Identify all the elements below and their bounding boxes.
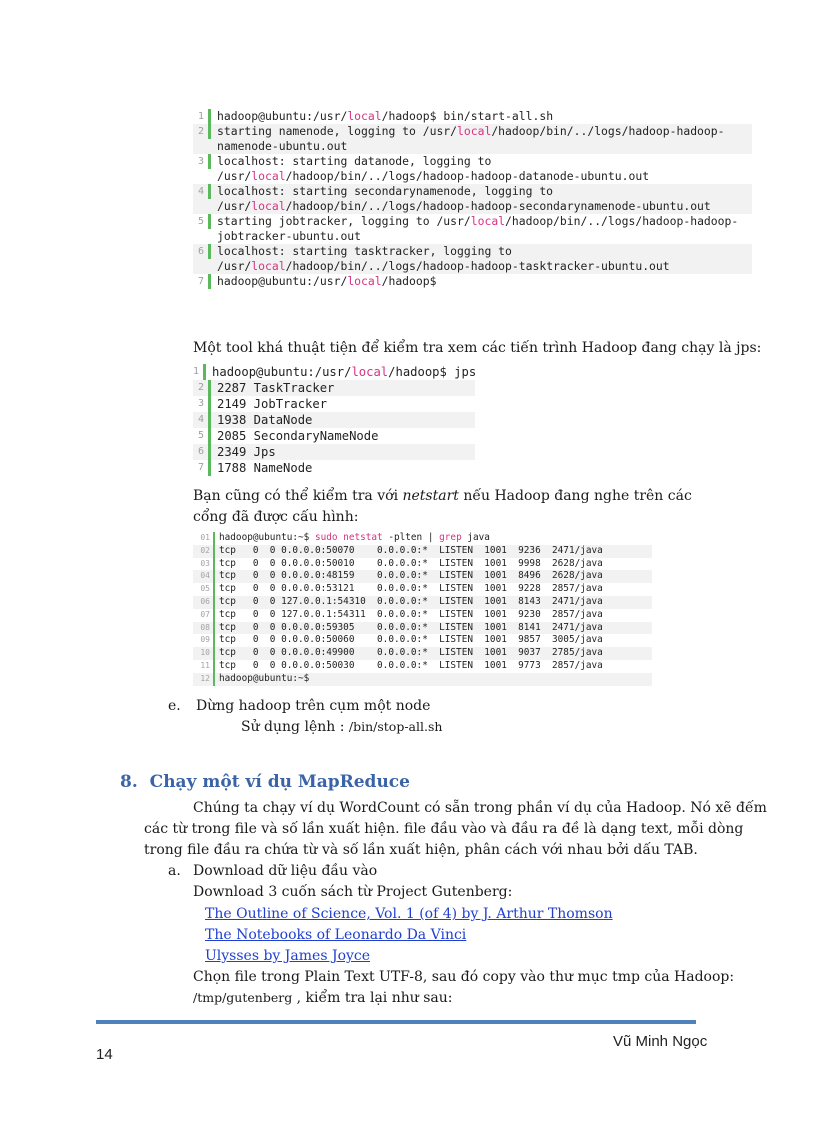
section-8-para-line3: trong file đầu ra chứa từ và số lần xuất hiện, phân cách với nhau bởi dấu TAB. xyxy=(144,842,698,858)
line-number: 3 xyxy=(193,154,211,169)
code-text xyxy=(217,444,475,460)
download-text: Download 3 cuốn sách từ Project Gutenberg: xyxy=(193,884,513,900)
code-text xyxy=(217,274,752,289)
code-segment: 2085 SecondaryNameNode xyxy=(217,429,379,443)
code-text xyxy=(212,364,476,380)
code-segment: tcp 0 0 0.0.0.0:49900 0.0.0.0:* LISTEN 1001 9037 2785/java xyxy=(219,647,603,659)
code-line xyxy=(193,214,752,244)
code-text xyxy=(219,609,652,622)
code-segment: /hadoop$ xyxy=(381,274,437,288)
line-number: 11 xyxy=(193,660,215,673)
line-number: 5 xyxy=(193,428,211,444)
section-8-para-line1: Chúng ta chạy ví dụ WordCount có sẵn trong phần ví dụ của Hadoop. Nó xẽ đếm xyxy=(193,800,767,816)
line-number: 6 xyxy=(193,244,211,259)
line-number: 6 xyxy=(193,444,211,460)
code-segment: tcp 0 0 0.0.0.0:48159 0.0.0.0:* LISTEN 1001 8496 2628/java xyxy=(219,570,603,582)
section-8-heading xyxy=(120,772,410,792)
line-number: 12 xyxy=(193,673,215,686)
line-number: 7 xyxy=(193,460,211,476)
code-segment: starting namenode, logging to /usr/ xyxy=(217,124,458,138)
code-text xyxy=(217,412,475,428)
code-line xyxy=(193,673,652,686)
netstat-intro-before: Bạn cũng có thể kiểm tra với xyxy=(193,488,403,504)
code-segment: tcp 0 0 127.0.0.1:54310 0.0.0.0:* LISTEN 1001 8143 2471/java xyxy=(219,595,603,607)
step-a-title: Download dữ liệu đầu vào xyxy=(193,863,378,879)
code-segment: tcp 0 0 0.0.0.0:50030 0.0.0.0:* LISTEN 1001 9773 2857/java xyxy=(219,659,603,671)
code-text xyxy=(217,124,752,154)
code-segment: /hadoop$ bin/start-all.sh xyxy=(381,109,554,123)
code-segment: /hadoop/bin/../logs/hadoop-hadoop-secondarynamenode-ubuntu.out xyxy=(285,199,711,213)
check-again-text: , kiểm tra lại như sau: xyxy=(292,990,453,1006)
code-line xyxy=(193,583,652,596)
footer-rule xyxy=(96,1020,696,1024)
netstat-intro-text xyxy=(193,486,713,528)
code-segment: hadoop@ubuntu:/usr/ xyxy=(217,274,348,288)
code-segment: hadoop@ubuntu:/usr/ xyxy=(212,365,352,379)
code-segment: tcp 0 0 0.0.0.0:59305 0.0.0.0:* LISTEN 1001 8141 2471/java xyxy=(219,621,603,633)
code-segment: localhost: starting secondarynamenode, logging to /usr/ xyxy=(217,184,560,213)
code-keyword: local xyxy=(251,199,286,213)
jps-intro-text: Một tool khá thuật tiện để kiểm tra xem các tiến trình Hadoop đang chạy là jps: xyxy=(193,340,762,356)
code-segment: /hadoop/bin/../logs/hadoop-hadoop-namenode-ubuntu.out xyxy=(217,124,725,153)
code-line xyxy=(193,444,475,460)
choose-file-line1: Chọn file trong Plain Text UTF-8, sau đó copy vào thư mục tmp của Hadoop: xyxy=(193,969,735,985)
code-segment: 1938 DataNode xyxy=(217,413,313,427)
code-line xyxy=(193,274,752,289)
code-text xyxy=(219,647,652,660)
code-keyword: local xyxy=(251,169,286,183)
section-8-title: Chạy một ví dụ MapReduce xyxy=(149,772,410,792)
code-keyword: local xyxy=(351,365,389,379)
code-segment: 2149 JobTracker xyxy=(217,397,328,411)
code-text xyxy=(219,570,652,583)
usage-label: Sử dụng lệnh : xyxy=(241,719,349,735)
code-segment: tcp 0 0 127.0.0.1:54311 0.0.0.0:* LISTEN 1001 9230 2857/java xyxy=(219,608,603,620)
netstat-intro-em: netstart xyxy=(402,488,459,504)
code-block-start-all xyxy=(193,109,752,289)
code-keyword: sudo netstat xyxy=(314,532,383,543)
code-segment: tcp 0 0 0.0.0.0:53121 0.0.0.0:* LISTEN 1001 9228 2857/java xyxy=(219,583,603,595)
code-text xyxy=(217,380,475,396)
code-line xyxy=(193,428,475,444)
code-text xyxy=(219,634,652,647)
code-text xyxy=(219,545,652,558)
line-number: 03 xyxy=(193,558,215,571)
line-number: 4 xyxy=(193,184,211,199)
code-text xyxy=(217,396,475,412)
code-segment: 1788 NameNode xyxy=(217,461,313,475)
code-line xyxy=(193,109,752,124)
line-number: 5 xyxy=(193,214,211,229)
code-line xyxy=(193,380,475,396)
code-segment: /hadoop/bin/../logs/hadoop-hadoop-tasktracker-ubuntu.out xyxy=(285,259,670,273)
code-text xyxy=(219,660,652,673)
code-segment: hadoop@ubuntu:/usr/ xyxy=(217,109,348,123)
code-text xyxy=(217,184,752,214)
step-e-marker: e. xyxy=(168,698,181,714)
section-8-number: 8. xyxy=(120,772,138,792)
code-text xyxy=(219,583,652,596)
code-segment: hadoop@ubuntu:~$ xyxy=(219,532,315,543)
step-e-usage xyxy=(241,717,442,737)
code-block-jps xyxy=(193,364,475,476)
code-keyword: local xyxy=(457,124,492,138)
code-text xyxy=(217,154,752,184)
code-keyword: local xyxy=(347,274,382,288)
code-segment: hadoop@ubuntu:~$ xyxy=(219,672,310,684)
code-line xyxy=(193,532,652,545)
code-line xyxy=(193,412,475,428)
code-segment: /hadoop/bin/../logs/hadoop-hadoop-jobtracker-ubuntu.out xyxy=(217,214,739,243)
code-text xyxy=(219,558,652,571)
footer-page-number: 14 xyxy=(96,1046,113,1063)
line-number: 1 xyxy=(193,364,206,380)
line-number: 2 xyxy=(193,380,211,396)
code-segment: /hadoop/bin/../logs/hadoop-hadoop-datanode-ubuntu.out xyxy=(285,169,650,183)
code-line xyxy=(193,622,652,635)
code-line xyxy=(193,609,652,622)
code-text xyxy=(219,673,652,686)
line-number: 02 xyxy=(193,545,215,558)
code-segment: /hadoop$ jps xyxy=(388,365,477,379)
code-text xyxy=(217,244,752,274)
code-text xyxy=(217,460,475,476)
code-text xyxy=(219,596,652,609)
code-segment: java xyxy=(461,532,490,543)
usage-command: /bin/stop-all.sh xyxy=(348,719,443,734)
line-number: 1 xyxy=(193,109,211,124)
gutenberg-path: /tmp/gutenberg xyxy=(193,990,293,1005)
code-block-netstat xyxy=(193,532,652,686)
line-number: 2 xyxy=(193,124,211,139)
section-8-para-line2: các từ trong file và số lần xuất hiện. file đầu vào và đầu ra đề là dạng text, mỗi dòng xyxy=(144,821,744,837)
code-text xyxy=(217,428,475,444)
code-line xyxy=(193,396,475,412)
code-line xyxy=(193,154,752,184)
code-segment: localhost: starting tasktracker, logging to /usr/ xyxy=(217,244,519,273)
code-line xyxy=(193,364,475,380)
code-segment: tcp 0 0 0.0.0.0:50070 0.0.0.0:* LISTEN 1001 9236 2471/java xyxy=(219,544,603,556)
line-number: 4 xyxy=(193,412,211,428)
step-a-marker: a. xyxy=(168,863,181,879)
code-text xyxy=(217,109,752,124)
line-number: 01 xyxy=(193,532,215,545)
code-line xyxy=(193,460,475,476)
line-number: 3 xyxy=(193,396,211,412)
code-line xyxy=(193,244,752,274)
code-keyword: grep xyxy=(439,532,462,543)
code-segment: starting jobtracker, logging to /usr/ xyxy=(217,214,471,228)
code-keyword: local xyxy=(347,109,382,123)
code-line xyxy=(193,184,752,214)
code-keyword: local xyxy=(251,259,286,273)
code-line xyxy=(193,558,652,571)
line-number: 07 xyxy=(193,609,215,622)
netstat-intro-after: nếu Hadoop đang nghe trên các cổng đã được cấu hình: xyxy=(193,488,692,525)
step-e-title: Dừng hadoop trên cụm một node xyxy=(196,698,431,714)
link-ulysses[interactable]: Ulysses by James Joyce xyxy=(205,948,371,964)
footer-author: Vũ Minh Ngọc xyxy=(613,1033,708,1050)
code-line xyxy=(193,660,652,673)
line-number: 05 xyxy=(193,583,215,596)
code-segment: 2349 Jps xyxy=(217,445,276,459)
link-notebooks-da-vinci[interactable]: The Notebooks of Leonardo Da Vinci xyxy=(205,927,467,943)
code-segment: tcp 0 0 0.0.0.0:50010 0.0.0.0:* LISTEN 1001 9998 2628/java xyxy=(219,557,603,569)
code-text xyxy=(219,622,652,635)
code-segment: tcp 0 0 0.0.0.0:50060 0.0.0.0:* LISTEN 1001 9857 3005/java xyxy=(219,634,603,646)
code-line xyxy=(193,634,652,647)
code-line xyxy=(193,545,652,558)
code-keyword: local xyxy=(470,214,506,228)
line-number: 10 xyxy=(193,647,215,660)
link-outline-of-science[interactable]: The Outline of Science, Vol. 1 (of 4) by J. Arthur Thomson xyxy=(205,906,613,922)
code-segment: 2287 TaskTracker xyxy=(217,381,335,395)
code-line xyxy=(193,124,752,154)
line-number: 06 xyxy=(193,596,215,609)
line-number: 7 xyxy=(193,274,211,289)
line-number: 08 xyxy=(193,622,215,635)
code-text xyxy=(219,532,652,545)
code-text xyxy=(217,214,752,244)
code-segment: -plten | xyxy=(382,532,440,543)
line-number: 09 xyxy=(193,634,215,647)
code-line xyxy=(193,570,652,583)
code-line xyxy=(193,647,652,660)
choose-file-line2 xyxy=(193,988,453,1008)
code-segment: localhost: starting datanode, logging to /usr/ xyxy=(217,154,499,183)
code-line xyxy=(193,596,652,609)
line-number: 04 xyxy=(193,570,215,583)
